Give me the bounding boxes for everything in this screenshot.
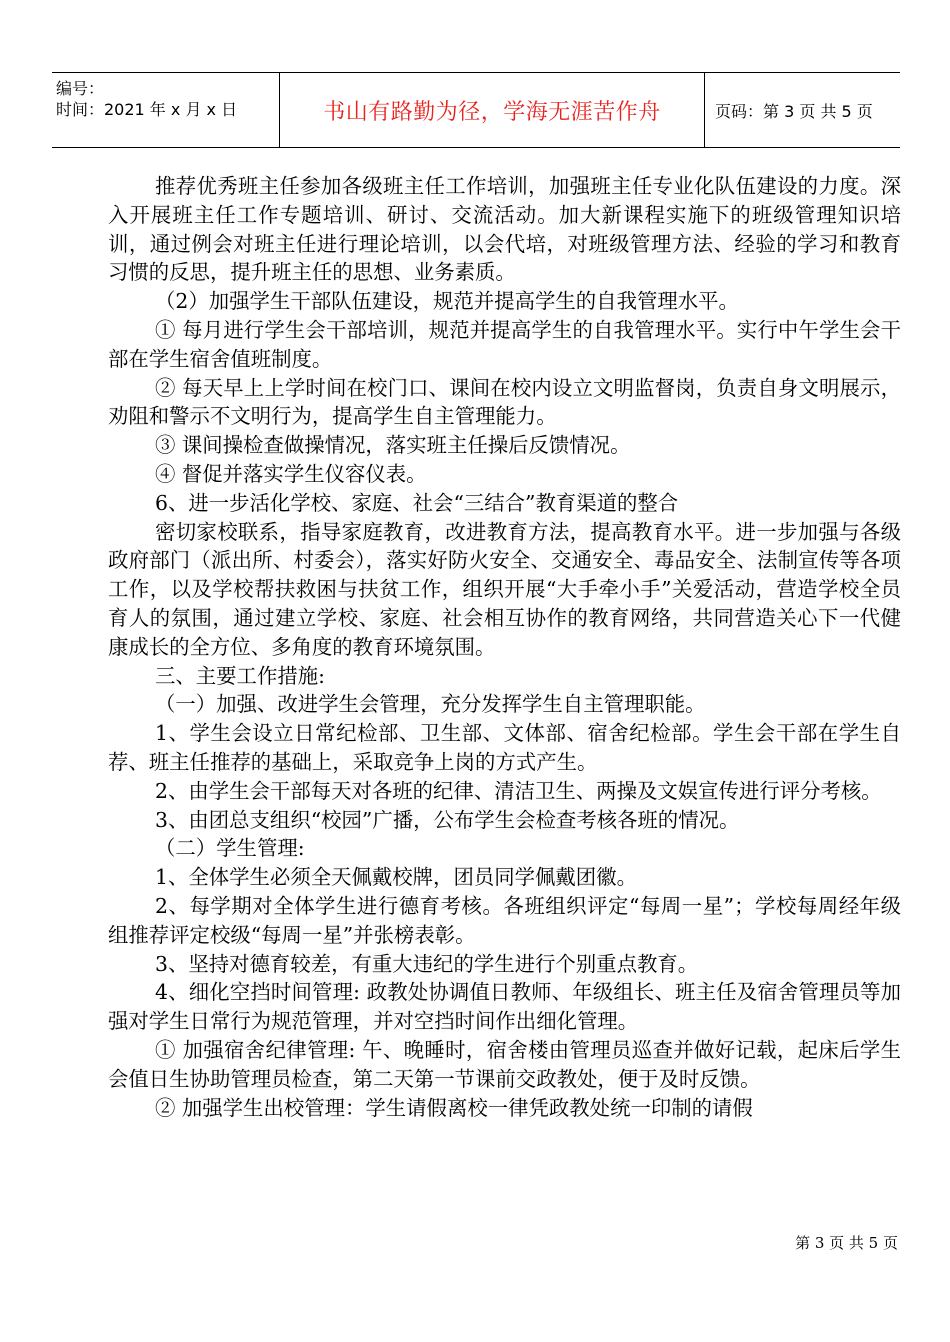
paragraph: （一）加强、改进学生会管理，充分发挥学生自主管理职能。 bbox=[155, 692, 706, 717]
paragraph: ③ 课间操检查做操情况，落实班主任操后反馈情况。 bbox=[155, 433, 631, 458]
paragraph: 6、进一步活化学校、家庭、社会“三结合”教育渠道的整合 bbox=[155, 490, 679, 515]
paragraph: （2）加强学生干部队伍建设，规范并提高学生的自我管理水平。 bbox=[155, 289, 739, 314]
header-motto-cell bbox=[280, 73, 705, 147]
paragraph: 4、细化空挡时间管理: 政教处协调值日教师、年级组长、班主任及宿舍管理员等加强对学生日常行为规范管理，并对空挡时间作出细化管理。 bbox=[108, 980, 901, 1034]
paragraph: 推荐优秀班主任参加各级班主任工作培训，加强班主任专业化队伍建设的力度。深入开展班主任工作专题培训、研讨、交流活动。加大新课程实施下的班级管理知识培训，通过例会对班主任进行理论培训，以会代培，对班级管理方法、经验的学习和教育习惯的反思，提升班主任的思想、业务素质。 bbox=[108, 174, 901, 285]
number-label: 编号： bbox=[56, 79, 105, 98]
page-footer: 第 3 页 共 5 页 bbox=[795, 1234, 898, 1252]
paragraph: 密切家校联系，指导家庭教育，改进教育方法，提高教育水平。进一步加强与各级政府部门（派出所、村委会），落实好防火安全、交通安全、毒品安全、法制宣传等各项工作，以及学校帮扶救困与扶贫工作，组织开展“大手牵小手”关爱活动，营造学校全员育人的氛围，通过建立学校、家庭、社会相互协作的教育网络，共同营造关心下一代健康成长的全方位、多角度的教育环境氛围。 bbox=[108, 519, 901, 659]
paragraph: 三、主要工作措施: bbox=[155, 663, 325, 688]
paragraph: 1、学生会设立日常纪检部、卫生部、文体部、宿舍纪检部。学生会干部在学生自荐、班主任推荐的基础上，采取竞争上岗的方式产生。 bbox=[108, 721, 901, 774]
document-body bbox=[108, 172, 901, 1122]
paragraph: ① 加强宿舍纪律管理: 午、晚睡时，宿舍楼由管理员巡查并做好记载，起床后学生会值日生协助管理员检查，第二天第一节课前交政教处，便于及时反馈。 bbox=[108, 1037, 901, 1091]
paragraph: 2、每学期对全体学生进行德育考核。各班组织评定“每周一星”；学校每周经年级组推荐评定校级“每周一星”并张榜表彰。 bbox=[108, 893, 901, 947]
paragraph: 2、由学生会干部每天对各班的纪律、清洁卫生、两操及文娱宣传进行评分考核。 bbox=[155, 778, 882, 803]
header-meta bbox=[52, 73, 280, 147]
page-header bbox=[52, 72, 900, 148]
paragraph: ④ 督促并落实学生仪容仪表。 bbox=[155, 461, 427, 486]
page-info-text: 页码：第 3 页 共 5 页 bbox=[715, 101, 873, 121]
paragraph: ② 每天早上上学时间在校门口、课间在校内设立文明监督岗，负责自身文明展示，劝阻和警示不文明行为，提高学生自主管理能力。 bbox=[108, 375, 901, 429]
header-page-info bbox=[705, 73, 900, 147]
time-label: 时间：2021 年 x 月 x 日 bbox=[56, 100, 238, 119]
motto-text: 书山有路勤为径，学海无涯苦作舟 bbox=[323, 99, 661, 125]
paragraph: 3、坚持对德育较差，有重大违纪的学生进行个别重点教育。 bbox=[155, 951, 699, 976]
paragraph: （二）学生管理: bbox=[155, 836, 305, 861]
paragraph: ② 加强学生出校管理：学生请假离校一律凭政教处统一印制的请假 bbox=[155, 1095, 753, 1120]
paragraph: ① 每月进行学生会干部培训，规范并提高学生的自我管理水平。实行中午学生会干部在学生宿舍值班制度。 bbox=[108, 317, 901, 371]
paragraph: 1、全体学生必须全天佩戴校牌，团员同学佩戴团徽。 bbox=[155, 865, 637, 890]
paragraph: 3、由团总支组织“校园”广播，公布学生会检查考核各班的情况。 bbox=[155, 807, 740, 832]
